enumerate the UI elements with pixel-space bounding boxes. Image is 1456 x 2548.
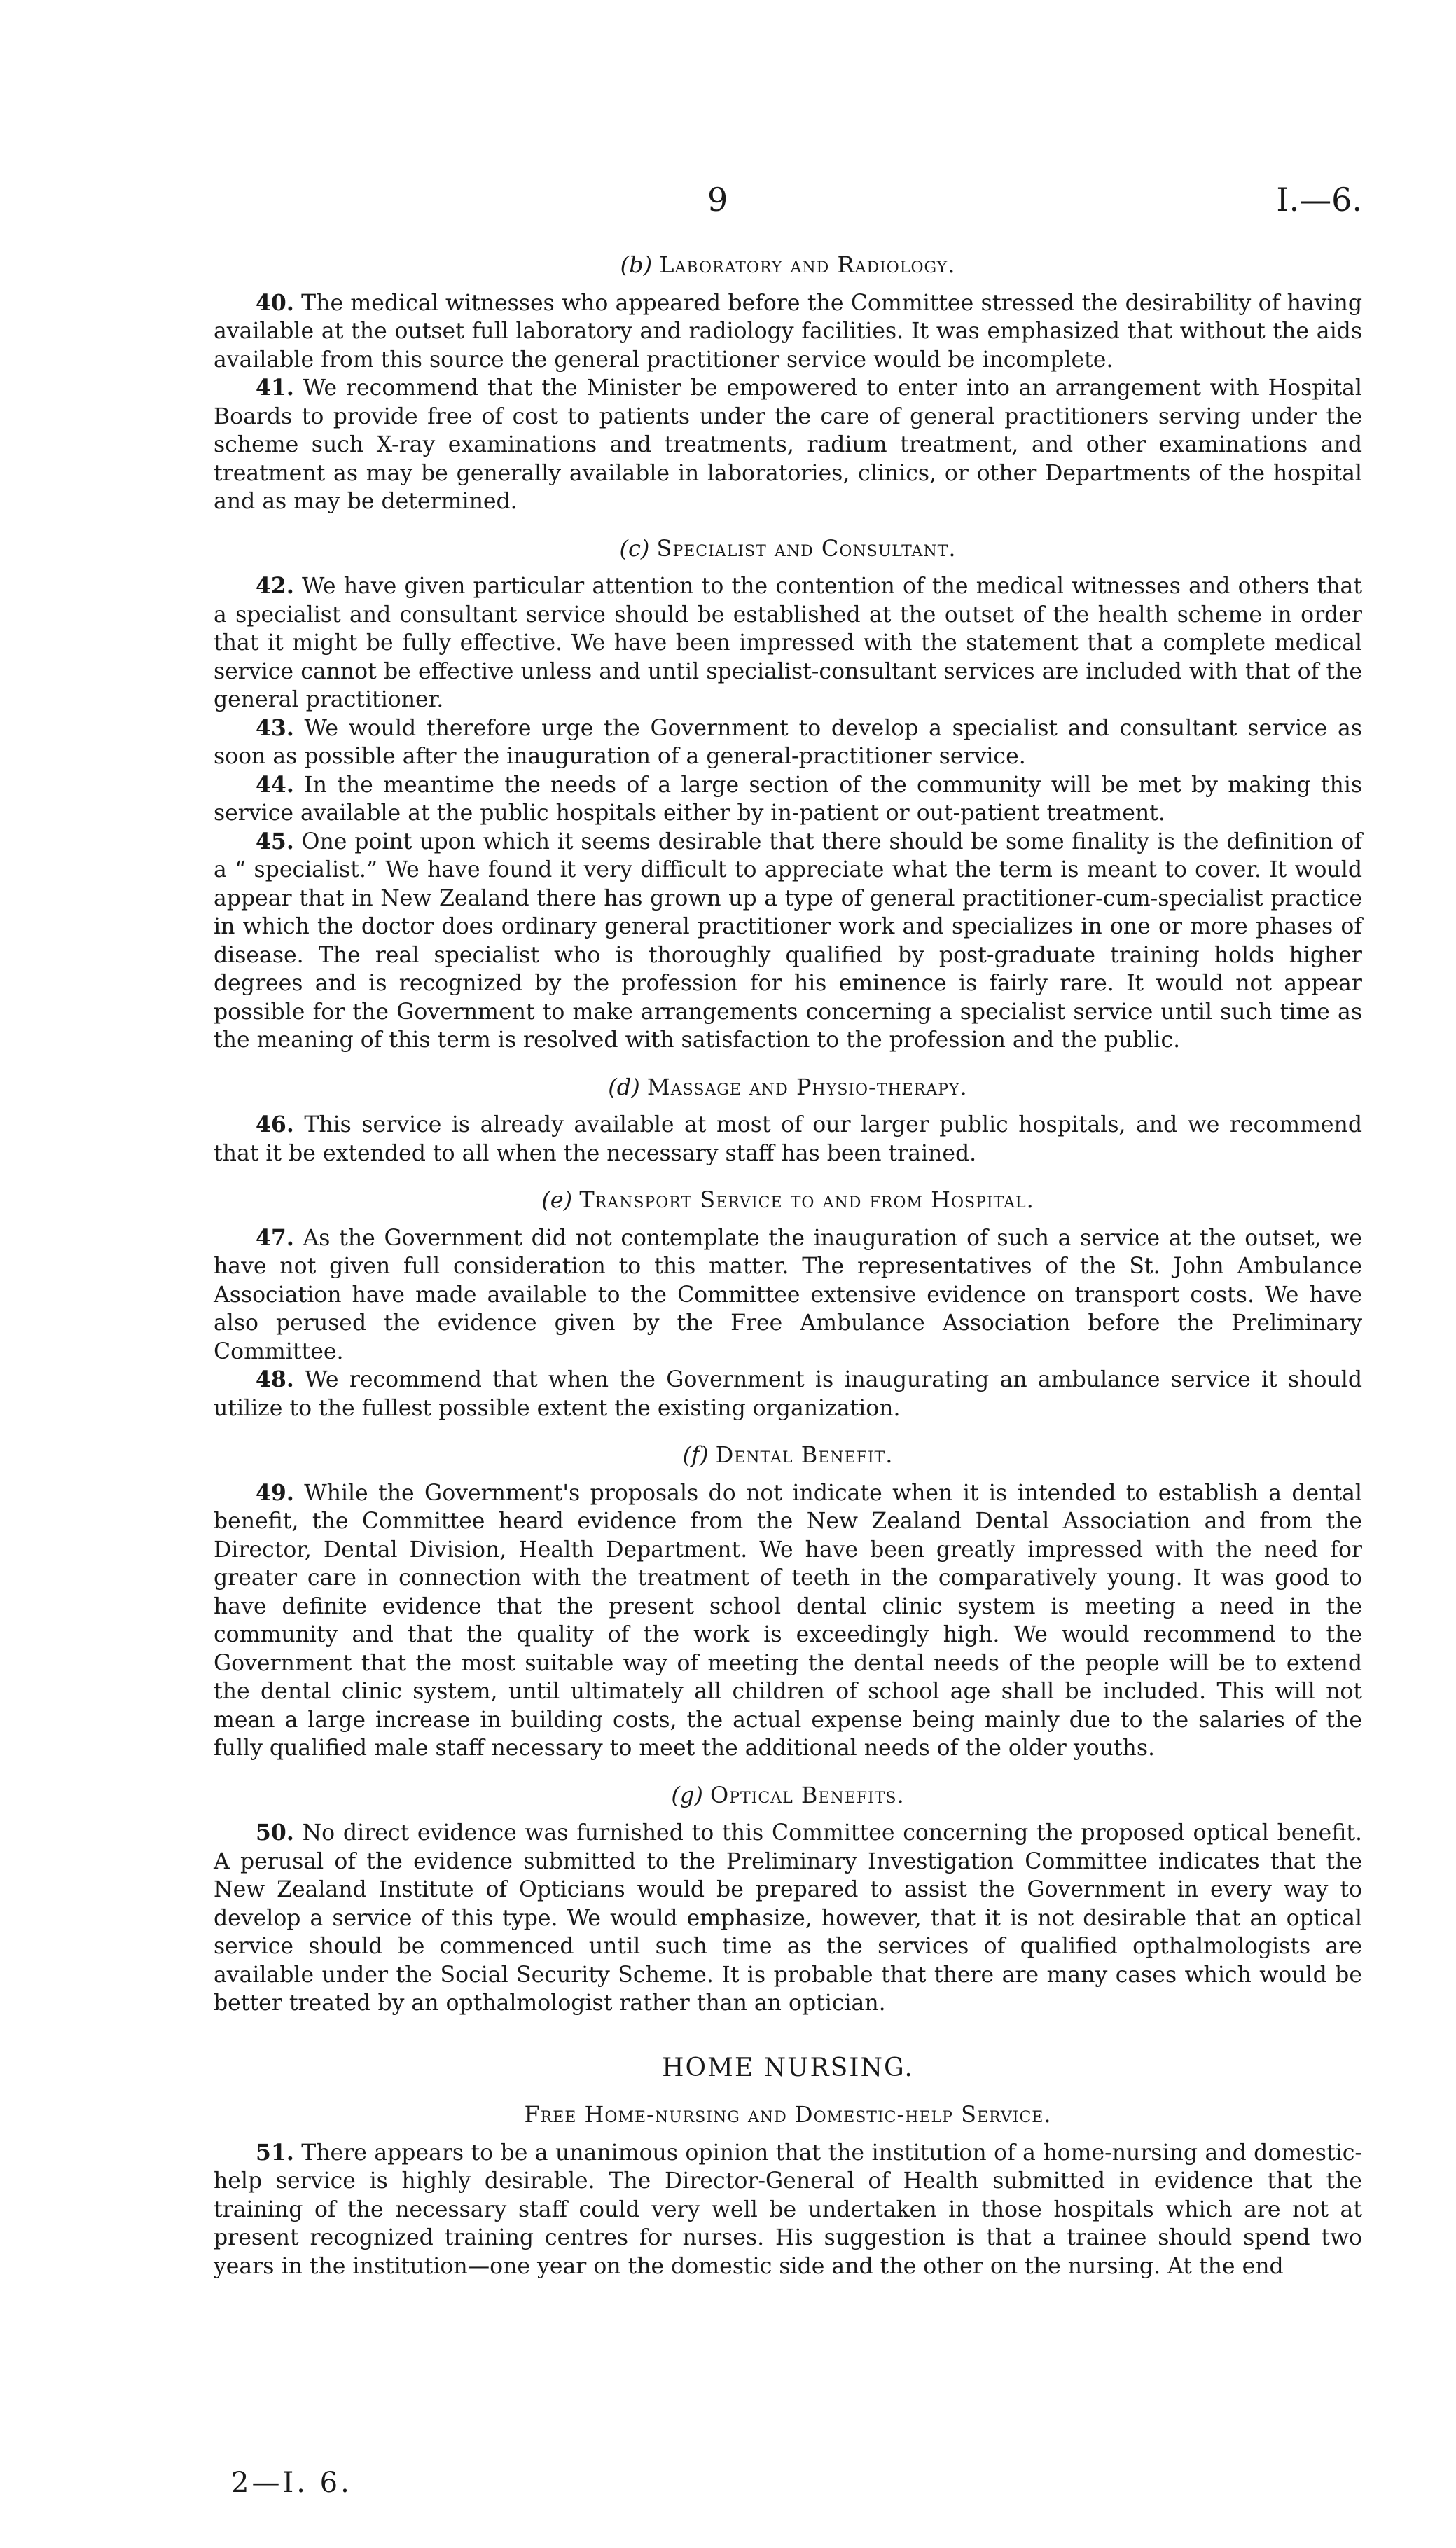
- page-footer-signature: 2—I. 6.: [231, 2467, 352, 2499]
- paragraph-40: 40. The medical witnesses who appeared before the Committee stressed the desirability of having available at the outset full laboratory and radiology facilities. It was emphasized that without the aids available from this source the general practitioner service would be incomplete.: [214, 289, 1362, 373]
- section-heading-home-nursing-service: Free Home-nursing and Domestic-help Service.: [524, 2101, 1052, 2128]
- paragraph-48: 48. We recommend that when the Government is inaugurating an ambulance service it should utilize to the fullest possible extent the existing organization.: [214, 1366, 1362, 1421]
- paragraph-49: 49. While the Government's proposals do not indicate when it is intended to establish a dental benefit, the Committee heard evidence from the New Zealand Dental Association and from the Director, Dental Division, Health Department. We have been greatly impressed with the need for greater care in connection with the treatment of teeth in the comparatively young. It was good to have definite evidence that the present school dental clinic system is meeting a need in the community and that the quality of the work is exceedingly high. We would recommend to the Government that the most suitable way of meeting the dental needs of the people will be to extend the dental clinic system, until ultimately all children of school age shall be included. This will not mean a large increase in building costs, the actual expense being mainly due to the salaries of the fully qualified male staff necessary to meet the additional needs of the older youths.: [214, 1479, 1362, 1761]
- paragraph-46: 46. This service is already available at most of our larger public hospitals, and we recommend that it be extended to all when the necessary staff has been trained.: [214, 1112, 1362, 1166]
- section-heading-dental: (f) Dental Benefit.: [682, 1441, 894, 1468]
- section-heading-transport: (e) Transport Service to and from Hospital.: [541, 1186, 1034, 1213]
- paragraph-47: 47. As the Government did not contemplate the inauguration of such a service at the outset, we have not given full consideration to this matter. The representatives of the St. John Ambulance Association have made available to the Committee extensive evidence on transport costs. We have also perused the evidence given by the Free Ambulance Association before the Preliminary Committee.: [214, 1224, 1363, 1364]
- page-header: [0, 181, 1456, 223]
- document-reference: I.—6.: [1276, 181, 1362, 219]
- section-heading-optical: (g) Optical Benefits.: [671, 1781, 905, 1808]
- paragraph-50: 50. No direct evidence was furnished to this Committee concerning the proposed optical benefit. A perusal of the evidence submitted to the Preliminary Investigation Committee indicates that the New Zealand Institute of Opticians would be prepared to assist the Government in every way to develop a service of this type. We would emphasize, however, that it is not desirable that an optical service should be commenced until such time as the services of qualified opthalmologists are available under the Social Security Scheme. It is probable that there are many cases which would be better treated by an opthalmologist rather than an optician.: [214, 1820, 1363, 2016]
- paragraph-43: 43. We would therefore urge the Government to develop a specialist and consultant service as soon as possible after the inauguration of a general-practitioner service.: [214, 714, 1362, 769]
- paragraph-45: 45. One point upon which it seems desirable that there should be some finality is the definition of a “ specialist.” We have found it very difficult to appreciate what the term is meant to cover. It would appear that in New Zealand there has grown up a type of general practitioner-cum-specialist practice in which the doctor does ordinary general practitioner work and specializes in one or more phases of disease. The real specialist who is thoroughly qualified by post-graduate training holds higher degrees and is recognized by the profession for his eminence is fairly rare. It would not appear possible for the Government to make arrangements concerning a specialist service until such time as the meaning of this term is resolved with satisfaction to the profession and the public.: [214, 828, 1362, 1053]
- main-heading-home-nursing: HOME NURSING.: [662, 2053, 914, 2082]
- page-number: 9: [707, 181, 728, 219]
- paragraph-51: 51. There appears to be a unanimous opinion that the institution of a home-nursing and domestic-help service is highly desirable. The Director-General of Health submitted in evidence that the training of the necessary staff could very well be undertaken in those hospitals which are not at present recognized training centres for nurses. His suggestion is that a trainee should spend two years in the institution—one year on the domestic side and the other on the nursing. At the end: [214, 2139, 1362, 2279]
- section-heading-massage: (d) Massage and Physio-therapy.: [608, 1073, 968, 1100]
- section-heading-laboratory: (b) Laboratory and Radiology.: [620, 251, 956, 278]
- paragraph-44: 44. In the meantime the needs of a large section of the community will be met by making this service available at the public hospitals either by in-patient or out-patient treatment.: [214, 771, 1362, 826]
- section-heading-specialist: (c) Specialist and Consultant.: [619, 534, 957, 562]
- page-body: [214, 245, 1362, 2280]
- paragraph-41: 41. We recommend that the Minister be empowered to enter into an arrangement with Hospital Boards to provide free of cost to patients under the care of general practitioners serving under the scheme such X-ray examinations and treatments, radium treatment, and other examinations and treatment as may be generally available in laboratories, clinics, or other Departments of the hospital and as may be determined.: [214, 375, 1362, 514]
- paragraph-42: 42. We have given particular attention to the contention of the medical witnesses and others that a specialist and consultant service should be established at the outset of the health scheme in order that it might be fully effective. We have been impressed with the statement that a complete medical service cannot be effective unless and until specialist-consultant services are included with that of the general practitioner.: [214, 573, 1362, 712]
